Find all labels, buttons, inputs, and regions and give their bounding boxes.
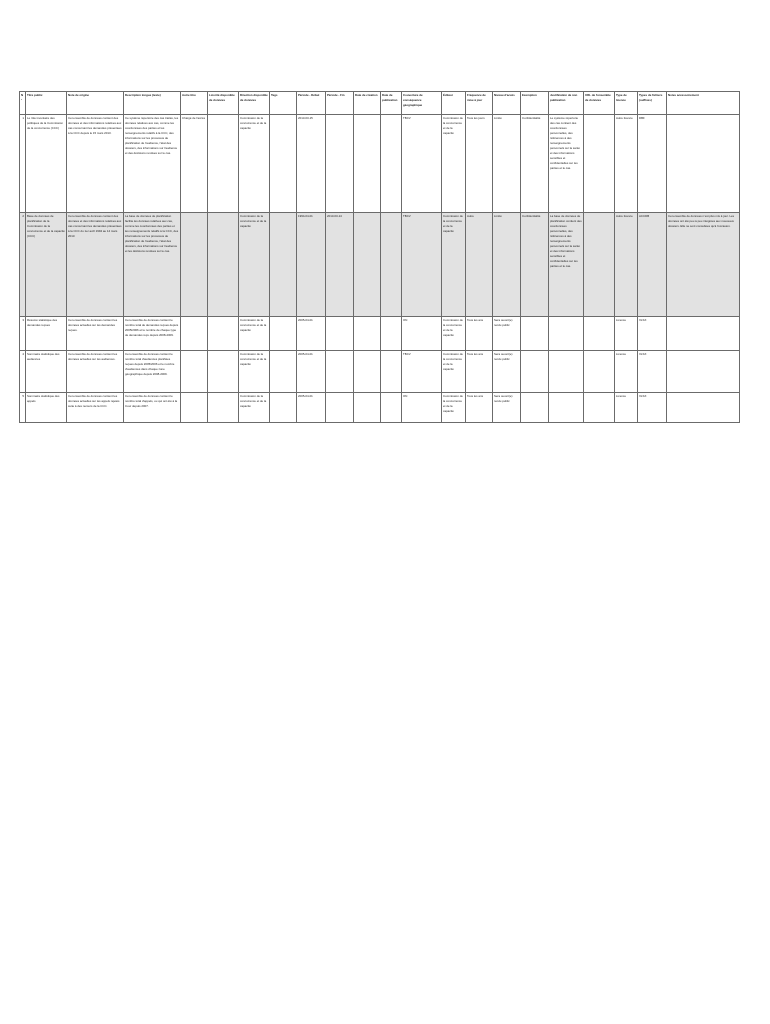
cell-editeur: Commission de la concurrence et de la capacité [442, 393, 466, 423]
cell-fichiers: XLSX [638, 317, 667, 351]
cell-licence: Autre licence [615, 213, 638, 317]
cell-licence: Autre licence [615, 115, 638, 213]
cell-direction: Commission de la concurrence et de la capacité [239, 115, 270, 213]
cell-debut: 2005-04-01 [297, 351, 326, 393]
cell-fichiers: XLSX [638, 351, 667, 393]
cell-origine: Cet ensemble de données contient des données et des informations relatives aux cas concernant les demandes présentées à la CCC du 1er avril 1994 au 14 mars 2013. [67, 213, 124, 317]
column-header: Période - Fin [326, 92, 354, 115]
cell-exemption [521, 393, 549, 423]
column-header: Fréquence de mise à jour [466, 92, 493, 115]
column-header: Description longue (texte) [124, 92, 181, 115]
cell-frequence: Tous les ans [466, 351, 493, 393]
column-header: Tags [270, 92, 297, 115]
cell-autre-titre [181, 393, 208, 423]
column-header: URL de l'ensemble de données [584, 92, 615, 115]
cell-couverture: TBCV [402, 351, 442, 393]
cell-debut: 2013-03-15 [297, 115, 326, 213]
cell-fin [326, 351, 354, 393]
cell-debut: 2005-04-01 [297, 317, 326, 351]
cell-justification [549, 351, 584, 393]
cell-fin [326, 317, 354, 351]
cell-couverture: ON [402, 393, 442, 423]
cell-fichiers: XLSX [638, 393, 667, 423]
cell-licorite [208, 213, 239, 317]
cell-tags [270, 115, 297, 213]
cell-n: 1 [20, 115, 26, 213]
cell-justification: Le système répertorie des cas contient des coordonnées personnelles, des références à des renseignements personnels sur la santé et des informations sensibles et confidentielles sur les parties et le cas. [549, 115, 584, 213]
column-header: Couverture de conséquence géographique [402, 92, 442, 115]
column-header: Date de création [354, 92, 381, 115]
cell-acces: Limité [493, 115, 521, 213]
column-header: Notes accessoirement [667, 92, 740, 115]
column-header: Justification de non publication [549, 92, 584, 115]
table-row [20, 213, 740, 317]
cell-n: 2 [20, 213, 26, 317]
column-header: N° [20, 92, 26, 115]
cell-licorite [208, 393, 239, 423]
cell-fichiers: DBF [638, 115, 667, 213]
cell-titre: Base de données de planification de la Commission de la concurrence et de la capacité (CCC) [26, 213, 67, 317]
cell-notes [667, 393, 740, 423]
cell-n: 5 [20, 393, 26, 423]
cell-titre: Sommaire statistique des audiences [26, 351, 67, 393]
cell-debut: 1994-04-01 [297, 213, 326, 317]
cell-acces: Sera ouvert(e) rendu public [493, 317, 521, 351]
column-header: Type de licence [615, 92, 638, 115]
cell-n: 4 [20, 351, 26, 393]
cell-tags [270, 317, 297, 351]
column-header: Éditeur [442, 92, 466, 115]
cell-creation [354, 213, 381, 317]
cell-editeur: Commission de la concurrence et de la capacité [442, 213, 466, 317]
cell-publication [381, 351, 402, 393]
cell-exemption [521, 317, 549, 351]
cell-exemption: Confidentialité [521, 213, 549, 317]
cell-titre: Sommaire statistique des appels [26, 393, 67, 423]
column-header: Types de fichiers (suffixes) [638, 92, 667, 115]
cell-frequence: Tous les jours [466, 115, 493, 213]
cell-description: La base de données de planification facilite les données relatives aux cas, comme les coordonnées des parties et les renseignements relatifs à la CCC, des informations sur les processus de planification de l'audience, l'état des dossiers, des informations sur l'audience et les décisions rendues sur le cas. [124, 213, 181, 317]
cell-fin: 2013-03-14 [326, 213, 354, 317]
cell-licence: Licence [615, 317, 638, 351]
cell-autre-titre [181, 351, 208, 393]
cell-autre-titre [181, 213, 208, 317]
cell-titre: Résumé statistique des demandes reçues [26, 317, 67, 351]
cell-origine: Cet ensemble de données contient les données actuelles sur les audiences. [67, 351, 124, 393]
cell-tags [270, 351, 297, 393]
cell-publication [381, 317, 402, 351]
cell-tags [270, 213, 297, 317]
cell-creation [354, 115, 381, 213]
cell-couverture: TBCV [402, 115, 442, 213]
column-header: Exemption [521, 92, 549, 115]
cell-frequence: Tous les ans [466, 393, 493, 423]
column-header: Date de publication [381, 92, 402, 115]
inventory-table [19, 91, 740, 423]
cell-n: 3 [20, 317, 26, 351]
cell-description: Cet ensemble de données contient le nombre total d'audiences planifiées reçues depuis 2005/2006 et le nombre d'audiences dans chaque zone géographique depuis 2008-2009. [124, 351, 181, 393]
cell-direction: Commission de la concurrence et de la capacité [239, 317, 270, 351]
cell-justification [549, 317, 584, 351]
cell-url [584, 393, 615, 423]
cell-publication [381, 115, 402, 213]
cell-publication [381, 213, 402, 317]
cell-titre: Le rôle inventaire des politiques de la Commission de la concurrence (CCC) [26, 115, 67, 213]
cell-licence: Licence [615, 393, 638, 423]
cell-publication [381, 393, 402, 423]
cell-notes [667, 115, 740, 213]
column-header: Note de origine [67, 92, 124, 115]
cell-description: Cet ensemble de données contient le nombre total de demandes reçues depuis 2005/2006 et le nombre de chaque type de demandes reçu depuis 2008-2009. [124, 317, 181, 351]
cell-url [584, 317, 615, 351]
cell-licorite [208, 317, 239, 351]
cell-editeur: Commission de la concurrence et de la capacité [442, 115, 466, 213]
cell-description: Cet ensemble de données contient le nombre total d'appels, ou qui ont été à la Cour depuis 2007. [124, 393, 181, 423]
cell-description: Ce système répertorie des cas traités, les données relatives aux cas, comme les coordonnées des parties et les renseignements relatifs à la CCC, des informations sur les processus de planification de l'audience, l'état des dossiers, des informations sur l'audience et des décisions rendues sur le cas. [124, 115, 181, 213]
cell-url [584, 351, 615, 393]
cell-origine: Cet ensemble de données contient les données actuelles sur les demandes reçues. [67, 317, 124, 351]
cell-acces: Sera ouvert(e) rendu public [493, 393, 521, 423]
cell-licorite [208, 351, 239, 393]
cell-autre-titre [181, 317, 208, 351]
cell-exemption: Confidentialité [521, 115, 549, 213]
cell-debut: 2005-04-01 [297, 393, 326, 423]
cell-origine: Cet ensemble de données contient les données actuelles sur les appels rejetés suite à des recours de la CCC. [67, 393, 124, 423]
table-row [20, 317, 740, 351]
cell-licence: Licence [615, 351, 638, 393]
cell-direction: Commission de la concurrence et de la capacité [239, 393, 270, 423]
cell-frequence: Tous les ans [466, 317, 493, 351]
cell-editeur: Commission de la concurrence et de la capacité [442, 351, 466, 393]
cell-url [584, 213, 615, 317]
column-header: Direction disponible de données [239, 92, 270, 115]
cell-autre-titre: Chargé de l'accès [181, 115, 208, 213]
cell-couverture: TBCV [402, 213, 442, 317]
cell-notes [667, 317, 740, 351]
column-header: Licorité disponible de données [208, 92, 239, 115]
column-header: Niveau d'accès [493, 92, 521, 115]
cell-editeur: Commission de la concurrence et de la capacité [442, 317, 466, 351]
table-row [20, 351, 740, 393]
table-row [20, 393, 740, 423]
cell-direction: Commission de la concurrence et de la capacité [239, 351, 270, 393]
cell-url [584, 115, 615, 213]
cell-fichiers: ACCDB [638, 213, 667, 317]
cell-licorite [208, 115, 239, 213]
cell-origine: Cet ensemble de données contient des données et des informations relatives aux cas concernant les demandes présentées à la CCC depuis le 15 mars 2013. [67, 115, 124, 213]
table-row [20, 115, 740, 213]
cell-acces: Sera ouvert(e) rendu public [493, 351, 521, 393]
cell-creation [354, 317, 381, 351]
cell-justification: La base de données de planification contient des coordonnées personnelles, des références à des renseignements personnels sur la santé et des informations sensibles et confidentielles sur les parties et le cas. [549, 213, 584, 317]
cell-acces: Limité [493, 213, 521, 317]
cell-fin [326, 393, 354, 423]
cell-creation [354, 393, 381, 423]
cell-direction: Commission de la concurrence et de la capacité [239, 213, 270, 317]
column-header: Autre titre [181, 92, 208, 115]
cell-couverture: ON [402, 317, 442, 351]
column-header: Titre public [26, 92, 67, 115]
header-row [20, 92, 740, 115]
cell-fin [326, 115, 354, 213]
column-header: Période - Début [297, 92, 326, 115]
cell-exemption [521, 351, 549, 393]
cell-justification [549, 393, 584, 423]
cell-tags [270, 393, 297, 423]
cell-notes: Cet ensemble de données n'est plus mis à jour. Les données ont été peu à peu intégrées aux nouveaux dossiers. Elle ne sont consultées qu'à l'occasion. [667, 213, 740, 317]
cell-frequence: Autre [466, 213, 493, 317]
cell-notes [667, 351, 740, 393]
cell-creation [354, 351, 381, 393]
